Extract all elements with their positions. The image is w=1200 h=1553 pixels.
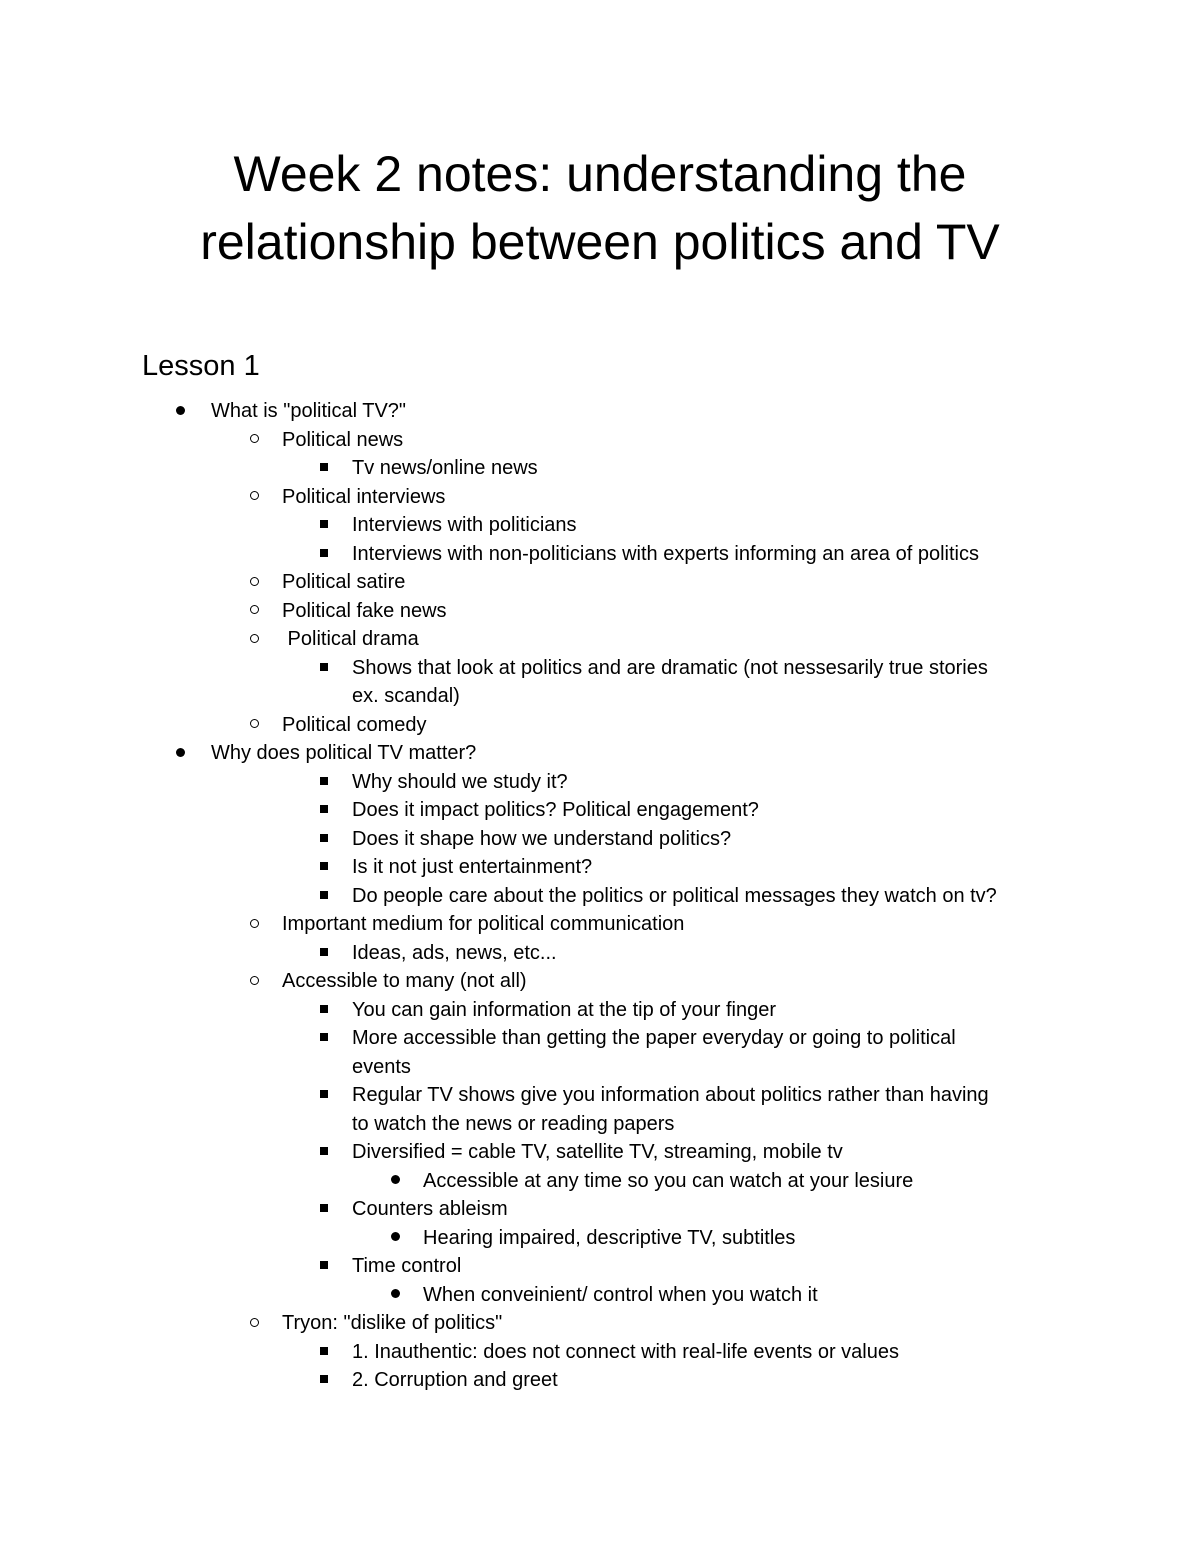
square-bullet-icon xyxy=(314,996,334,1025)
square-bullet-icon xyxy=(314,654,334,683)
square-bullet-icon xyxy=(314,825,334,854)
list-item xyxy=(0,426,1200,455)
square-bullet-icon xyxy=(314,540,334,569)
square-bullet-icon xyxy=(314,768,334,797)
list-item xyxy=(0,1167,1200,1196)
list-item-text: Tryon: "dislike of politics" xyxy=(282,1312,503,1334)
list-item-text: What is "political TV?" xyxy=(211,400,407,422)
list-item-text: You can gain information at the tip of your finger xyxy=(352,998,776,1021)
hollow-circle-bullet-icon xyxy=(244,910,264,939)
list-item xyxy=(0,939,1200,968)
list-item xyxy=(0,711,1200,740)
list-item xyxy=(0,483,1200,512)
lesson-heading: Lesson 1 xyxy=(142,350,260,382)
list-item xyxy=(0,739,1200,768)
list-item xyxy=(0,1224,1200,1253)
list-item xyxy=(0,654,1200,683)
list-item-text: Diversified = cable TV, satellite TV, streaming, mobile tv xyxy=(352,1141,843,1163)
list-item-text: 2. Corruption and greet xyxy=(352,1369,558,1391)
list-item-text: Interviews with non-politicians with experts informing an area of politics xyxy=(352,542,979,565)
square-bullet-icon xyxy=(314,1195,334,1224)
hollow-circle-bullet-icon xyxy=(244,597,264,626)
list-item-text: Regular TV shows give you information about politics rather than having xyxy=(352,1084,989,1106)
list-item xyxy=(0,768,1200,797)
list-item xyxy=(0,1024,1200,1053)
notes-list xyxy=(0,397,1200,1395)
list-item-text: Counters ableism xyxy=(352,1198,508,1220)
filled-circle-bullet-icon xyxy=(170,739,190,768)
list-item xyxy=(0,454,1200,483)
list-item-text: Why does political TV matter? xyxy=(211,742,477,764)
square-bullet-icon xyxy=(314,882,334,911)
square-bullet-icon xyxy=(314,1366,334,1395)
list-item xyxy=(0,882,1200,911)
list-item xyxy=(0,568,1200,597)
list-item-text: events xyxy=(352,1055,411,1078)
list-item-text: ex. scandal) xyxy=(352,685,460,707)
list-item-continuation xyxy=(0,682,1200,711)
list-item-text: Does it shape how we understand politics? xyxy=(352,827,732,850)
list-item-text: Is it not just entertainment? xyxy=(352,856,593,878)
hollow-circle-bullet-icon xyxy=(244,711,264,740)
filled-circle-bullet-icon xyxy=(385,1281,405,1310)
square-bullet-icon xyxy=(314,1338,334,1367)
list-item-text: Do people care about the politics or political messages they watch on tv? xyxy=(352,884,997,907)
list-item-text: Does it impact politics? Political engagement? xyxy=(352,799,759,821)
list-item-text: Tv news/online news xyxy=(352,457,538,479)
list-item-text: Accessible to many (not all) xyxy=(282,970,527,992)
list-item-continuation xyxy=(0,1110,1200,1139)
list-item-text: Political news xyxy=(282,428,404,451)
filled-circle-bullet-icon xyxy=(170,397,190,426)
list-item-text: Political fake news xyxy=(282,599,447,622)
list-item-text: Political satire xyxy=(282,571,406,593)
list-item-continuation xyxy=(0,1053,1200,1082)
list-item-text: Ideas, ads, news, etc... xyxy=(352,941,557,964)
list-item xyxy=(0,1195,1200,1224)
list-item-text: Political interviews xyxy=(282,485,446,508)
square-bullet-icon xyxy=(314,511,334,540)
list-item-text: Political comedy xyxy=(282,713,427,736)
title-line-1: Week 2 notes: understanding the xyxy=(233,146,967,202)
hollow-circle-bullet-icon xyxy=(244,568,264,597)
list-item xyxy=(0,825,1200,854)
list-item xyxy=(0,1338,1200,1367)
list-item-text: Why should we study it? xyxy=(352,770,568,793)
square-bullet-icon xyxy=(314,939,334,968)
square-bullet-icon xyxy=(314,796,334,825)
hollow-circle-bullet-icon xyxy=(244,967,264,996)
list-item xyxy=(0,1366,1200,1395)
list-item-text: Interviews with politicians xyxy=(352,514,577,536)
list-item-text: Political drama xyxy=(282,628,419,650)
list-item xyxy=(0,1081,1200,1110)
list-item xyxy=(0,511,1200,540)
list-item xyxy=(0,967,1200,996)
hollow-circle-bullet-icon xyxy=(244,625,264,654)
list-item-text: When conveinient/ control when you watch it xyxy=(423,1283,818,1306)
list-item xyxy=(0,397,1200,426)
hollow-circle-bullet-icon xyxy=(244,426,264,455)
square-bullet-icon xyxy=(314,1138,334,1167)
hollow-circle-bullet-icon xyxy=(244,483,264,512)
list-item xyxy=(0,1281,1200,1310)
list-item xyxy=(0,796,1200,825)
list-item xyxy=(0,996,1200,1025)
list-item xyxy=(0,1309,1200,1338)
square-bullet-icon xyxy=(314,454,334,483)
filled-circle-bullet-icon xyxy=(385,1224,405,1253)
list-item xyxy=(0,540,1200,569)
hollow-circle-bullet-icon xyxy=(244,1309,264,1338)
list-item xyxy=(0,1138,1200,1167)
square-bullet-icon xyxy=(314,1081,334,1110)
list-item-text: More accessible than getting the paper everyday or going to political xyxy=(352,1027,956,1049)
list-item xyxy=(0,853,1200,882)
square-bullet-icon xyxy=(314,853,334,882)
list-item-text: Time control xyxy=(352,1255,462,1277)
list-item xyxy=(0,597,1200,626)
filled-circle-bullet-icon xyxy=(385,1167,405,1196)
list-item-text: Important medium for political communication xyxy=(282,913,685,935)
list-item-text: Shows that look at politics and are dramatic (not nessesarily true stories xyxy=(352,656,988,679)
list-item-text: to watch the news or reading papers xyxy=(352,1112,675,1135)
square-bullet-icon xyxy=(314,1024,334,1053)
list-item xyxy=(0,1252,1200,1281)
list-item xyxy=(0,625,1200,654)
list-item-text: 1. Inauthentic: does not connect with real-life events or values xyxy=(352,1340,899,1363)
list-item xyxy=(0,910,1200,939)
list-item-text: Accessible at any time so you can watch at your lesiure xyxy=(423,1169,914,1192)
square-bullet-icon xyxy=(314,1252,334,1281)
list-item-text: Hearing impaired, descriptive TV, subtitles xyxy=(423,1226,796,1249)
document-title xyxy=(100,140,1100,276)
title-line-2: relationship between politics and TV xyxy=(200,214,1000,270)
